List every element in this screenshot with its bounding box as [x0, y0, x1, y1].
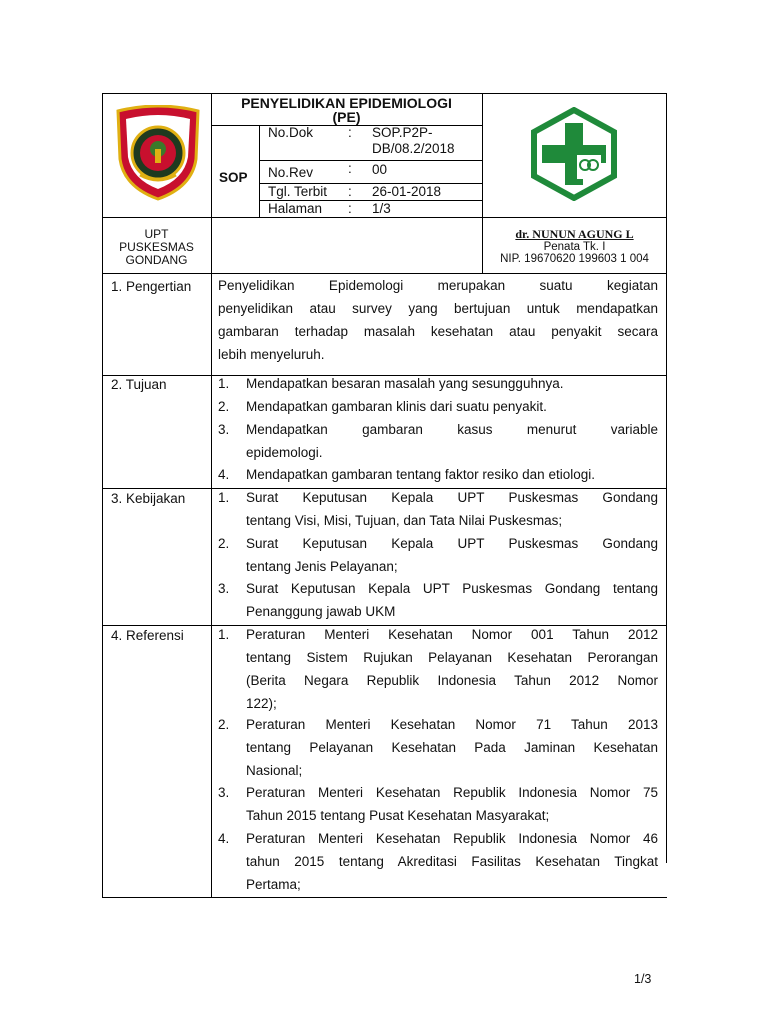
section-label-referensi: 4. Referensi — [111, 628, 184, 643]
header-divider — [102, 217, 667, 218]
pengertian-line: gambaran terhadap masalah kesehatan atau penyakit secara — [218, 324, 658, 339]
list-item-text: Surat Keputusan Kepala UPT Puskesmas Gondang tentang — [246, 581, 658, 596]
list-item-text: (Berita Negara Republik Indonesia Tahun 2012 Nomor — [246, 673, 658, 688]
sop-label: SOP — [219, 170, 248, 185]
list-item-text: Peraturan Menteri Kesehatan Nomor 71 Tahun 2013 — [246, 717, 658, 732]
signer-rank: Penata Tk. I — [543, 241, 606, 253]
list-item-text: 122); — [246, 696, 277, 711]
pengertian-line: penyelidikan atau survey yang bertujuan untuk mendapatkan — [218, 301, 658, 316]
field-value-nodok-1: SOP.P2P- — [372, 125, 433, 140]
field-label-norev: No.Rev — [268, 165, 314, 180]
table-border-top — [102, 93, 667, 94]
section-label-kebijakan: 3. Kebijakan — [111, 491, 186, 506]
list-item-number: 1. — [218, 490, 230, 505]
list-item-text: Nasional; — [246, 763, 303, 778]
list-item-text: tentang Sistem Rujukan Pelayanan Kesehatan Perorangan — [246, 650, 658, 665]
list-item-number: 2. — [218, 399, 230, 414]
list-item-number: 3. — [218, 785, 230, 800]
puskesmas-logo — [527, 107, 621, 201]
field-value-halaman: 1/3 — [372, 201, 391, 216]
col-divider-left — [211, 93, 212, 898]
list-item-text: tahun 2015 tentang Akreditasi Fasilitas Kesehatan Tingkat — [246, 854, 658, 869]
list-item-number: 3. — [218, 422, 230, 437]
list-item-text: Surat Keputusan Kepala UPT Puskesmas Gondang — [246, 490, 658, 505]
field-label-tglterbit: Tgl. Terbit — [268, 184, 328, 199]
list-item-text: Mendapatkan besaran masalah yang sesungguhnya. — [246, 376, 564, 391]
field-colon-halaman: : — [348, 201, 352, 216]
signer-name: dr. NUNUN AGUNG L — [515, 227, 634, 241]
section-label-tujuan: 2. Tujuan — [111, 377, 167, 392]
document-title-line1: PENYELIDIKAN EPIDEMIOLOGI — [241, 95, 452, 111]
pengertian-line: lebih menyeluruh. — [218, 347, 325, 362]
list-item-text: Pertama; — [246, 877, 301, 892]
regional-seal-logo — [112, 105, 204, 201]
signer-nip: NIP. 19670620 199603 1 004 — [500, 253, 649, 265]
list-item-text: Peraturan Menteri Kesehatan Republik Indonesia Nomor 75 — [246, 785, 658, 800]
field-line-1 — [259, 160, 482, 161]
list-item-number: 4. — [218, 831, 230, 846]
list-item-number: 1. — [218, 376, 230, 391]
field-value-tglterbit: 26-01-2018 — [372, 184, 442, 199]
list-item-text: Peraturan Menteri Kesehatan Republik Indonesia Nomor 46 — [246, 831, 658, 846]
list-item-number: 4. — [218, 467, 230, 482]
list-item-text: Surat Keputusan Kepala UPT Puskesmas Gondang — [246, 536, 658, 551]
list-item-text: tentang Jenis Pelayanan; — [246, 559, 398, 574]
table-border-left — [102, 93, 103, 898]
document-title-line2: (PE) — [332, 109, 361, 125]
field-colon-nodok: : — [348, 125, 352, 140]
title-underline — [211, 125, 482, 126]
list-item-text: Mendapatkan gambaran kasus menurut variable — [246, 422, 658, 437]
list-item-text: epidemologi. — [246, 445, 323, 460]
list-item-text: tentang Visi, Misi, Tujuan, dan Tata Nilai Puskesmas; — [246, 513, 563, 528]
sop-divider — [259, 125, 260, 217]
field-value-norev: 00 — [372, 162, 388, 177]
field-colon-tglterbit: : — [348, 184, 352, 199]
list-item-text: Peraturan Menteri Kesehatan Nomor 001 Tahun 2012 — [246, 627, 658, 642]
field-value-nodok-2: DB/08.2/2018 — [372, 141, 455, 156]
field-label-halaman: Halaman — [268, 201, 323, 216]
list-item-number: 3. — [218, 581, 230, 596]
list-item-number: 2. — [218, 717, 230, 732]
list-item-text: Mendapatkan gambaran klinis dari suatu penyakit. — [246, 399, 547, 414]
list-item-text: Penanggung jawab UKM — [246, 604, 396, 619]
field-colon-norev: : — [348, 161, 352, 176]
section-label-pengertian: 1. Pengertian — [111, 279, 192, 294]
org-name-line1: UPT — [144, 227, 169, 241]
field-label-nodok: No.Dok — [268, 125, 314, 140]
table-border-right — [666, 93, 667, 863]
org-name-line2: PUSKESMAS — [119, 240, 194, 254]
pengertian-line: Penyelidikan Epidemologi merupakan suatu kegiatan — [218, 278, 658, 293]
list-item-number: 1. — [218, 627, 230, 642]
page-number: 1/3 — [634, 972, 652, 986]
table-border-bottom — [102, 897, 667, 898]
list-item-text: Tahun 2015 tentang Pusat Kesehatan Masyarakat; — [246, 808, 550, 823]
list-item-text: Mendapatkan gambaran tentang faktor resiko dan etiologi. — [246, 467, 595, 482]
list-item-text: tentang Pelayanan Kesehatan Pada Jaminan Kesehatan — [246, 740, 658, 755]
org-name-line3: GONDANG — [125, 253, 188, 267]
list-item-number: 2. — [218, 536, 230, 551]
